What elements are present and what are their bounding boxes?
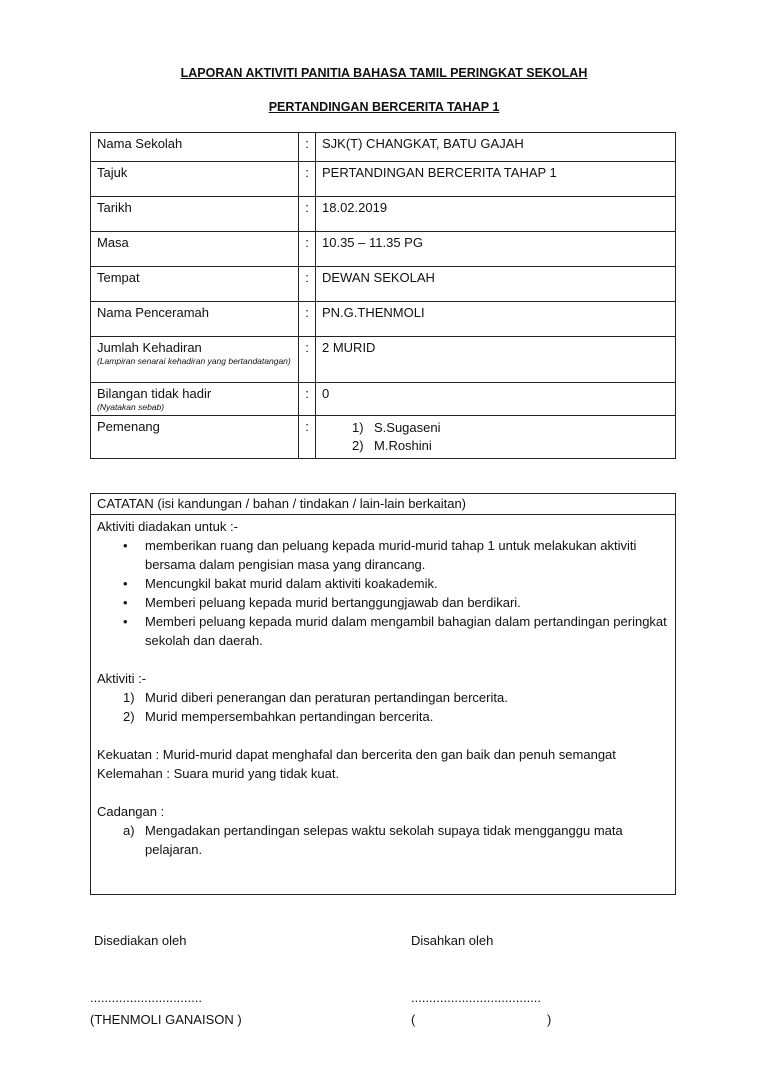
row-label: Jumlah Kehadiran	[97, 340, 202, 355]
objective-text: memberikan ruang dan peluang kepada murid-murid tahap 1 untuk melakukan aktiviti bersama dalam pengisian masa yang dirancang.	[145, 538, 637, 572]
row-label: Tarikh	[91, 197, 299, 232]
colon: :	[299, 162, 316, 197]
aktiviti-label: Aktiviti :-	[97, 671, 147, 686]
report-subtitle: PERTANDINGAN BERCERITA TAHAP 1	[268, 100, 500, 114]
row-label: Tajuk	[91, 162, 299, 197]
objective-text: Memberi peluang kepada murid dalam mengambil bahagian dalam pertandingan peringkat sekolah dan daerah.	[145, 614, 667, 648]
approved-name-open: (	[411, 1012, 416, 1027]
table-row	[91, 302, 676, 337]
list-item	[352, 419, 669, 437]
winner-name: M.Roshini	[374, 438, 432, 453]
list-item	[97, 707, 669, 726]
objectives-list	[97, 536, 669, 650]
prepared-name: (THENMOLI GANAISON )	[90, 1012, 242, 1027]
notes-intro: Aktiviti diadakan untuk :-	[97, 519, 238, 534]
row-value: PN.G.THENMOLI	[316, 302, 676, 337]
row-value: 10.35 – 11.35 PG	[316, 232, 676, 267]
list-item	[97, 821, 669, 859]
row-label: Masa	[91, 232, 299, 267]
list-item	[97, 536, 669, 574]
list-item	[97, 612, 669, 650]
info-table	[90, 132, 676, 459]
row-value: 2 MURID	[316, 337, 676, 383]
cadangan-label: Cadangan :	[97, 804, 165, 819]
list-item	[97, 688, 669, 707]
row-value: DEWAN SEKOLAH	[316, 267, 676, 302]
notes-box	[90, 493, 676, 895]
row-label: Tempat	[91, 267, 299, 302]
table-row	[91, 337, 676, 383]
row-value: PERTANDINGAN BERCERITA TAHAP 1	[316, 162, 676, 197]
row-label-cell	[91, 383, 299, 416]
row-label: Nama Sekolah	[91, 133, 299, 162]
winner-name: S.Sugaseni	[374, 420, 441, 435]
table-row	[91, 416, 676, 459]
kekuatan-text: Kekuatan : Murid-murid dapat menghafal dan bercerita den gan baik dan penuh semangat	[97, 747, 616, 762]
winners-list	[322, 419, 669, 455]
row-note: (Lampiran senarai kehadiran yang bertandatangan)	[97, 356, 291, 366]
cadangan-list	[97, 821, 669, 859]
table-row	[91, 383, 676, 416]
row-value: SJK(T) CHANGKAT, BATU GAJAH	[316, 133, 676, 162]
notes-body	[91, 515, 675, 861]
row-value: 18.02.2019	[316, 197, 676, 232]
winner-number: 1)	[352, 420, 364, 435]
approved-signature-line: ....................................	[411, 990, 542, 1005]
bullet-icon: •	[123, 576, 128, 591]
bullet-icon: •	[123, 595, 128, 610]
objective-text: Memberi peluang kepada murid bertanggungjawab dan berdikari.	[145, 595, 521, 610]
list-item	[97, 574, 669, 593]
approved-name-close: )	[547, 1012, 552, 1027]
notes-header: CATATAN (isi kandungan / bahan / tindakan / lain-lain berkaitan)	[91, 494, 675, 515]
prepared-by-label: Disediakan oleh	[94, 933, 187, 948]
colon: :	[299, 197, 316, 232]
kelemahan-text: Kelemahan : Suara murid yang tidak kuat.	[97, 766, 340, 781]
list-item	[97, 593, 669, 612]
row-value: 0	[316, 383, 676, 416]
item-number: 2)	[123, 709, 135, 724]
table-row	[91, 133, 676, 162]
bullet-icon: •	[123, 614, 128, 629]
objective-text: Mencungkil bakat murid dalam aktiviti koakademik.	[145, 576, 438, 591]
colon: :	[299, 302, 316, 337]
row-label-cell	[91, 337, 299, 383]
table-row	[91, 232, 676, 267]
colon: :	[299, 232, 316, 267]
bullet-icon: •	[123, 538, 128, 553]
item-number: 1)	[123, 690, 135, 705]
prepared-signature-line: ...............................	[90, 990, 202, 1005]
winner-number: 2)	[352, 438, 364, 453]
aktiviti-list	[97, 688, 669, 726]
table-row	[91, 267, 676, 302]
item-letter: a)	[123, 823, 135, 838]
cadangan-text: Mengadakan pertandingan selepas waktu sekolah supaya tidak mengganggu mata pelajaran.	[145, 823, 623, 857]
row-note: (Nyatakan sebab)	[97, 402, 165, 412]
colon: :	[299, 133, 316, 162]
list-item	[352, 437, 669, 455]
colon: :	[299, 416, 316, 459]
row-label: Pemenang	[91, 416, 299, 459]
winners-cell	[316, 416, 676, 459]
approved-by-label: Disahkan oleh	[411, 933, 494, 948]
colon: :	[299, 337, 316, 383]
table-row	[91, 162, 676, 197]
aktiviti-text: Murid diberi penerangan dan peraturan pertandingan bercerita.	[145, 690, 508, 705]
aktiviti-text: Murid mempersembahkan pertandingan bercerita.	[145, 709, 434, 724]
table-row	[91, 197, 676, 232]
report-title: LAPORAN AKTIVITI PANITIA BAHASA TAMIL PERINGKAT SEKOLAH	[180, 66, 588, 80]
colon: :	[299, 267, 316, 302]
colon: :	[299, 383, 316, 416]
row-label: Nama Penceramah	[91, 302, 299, 337]
row-label: Bilangan tidak hadir	[97, 386, 212, 401]
